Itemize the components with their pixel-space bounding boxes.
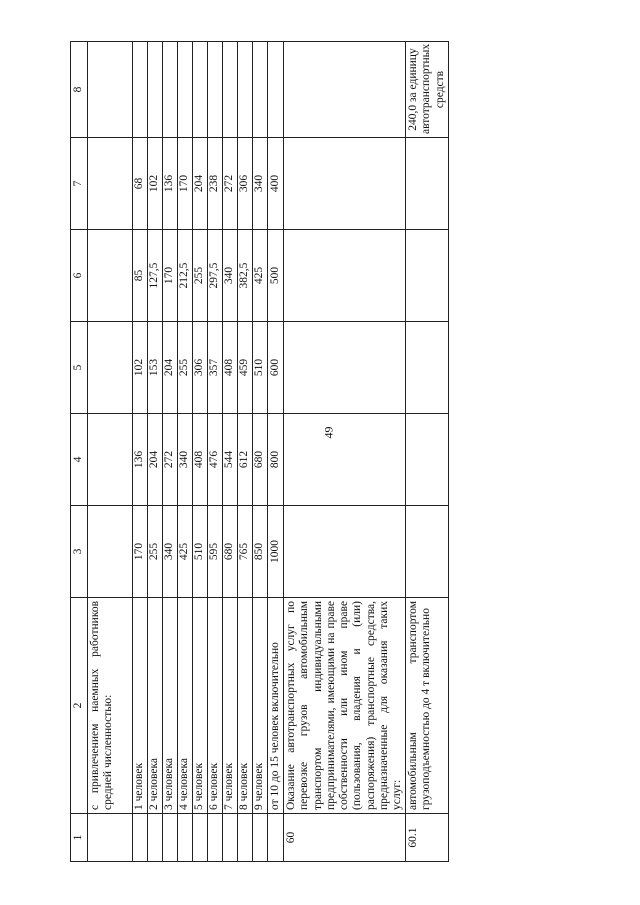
column-header-row [71, 42, 88, 862]
block-heading: с привлечением наемных работников средней численностью: [88, 598, 133, 814]
empty-cell [208, 814, 223, 862]
empty-cell [406, 230, 449, 322]
empty-cell [223, 814, 238, 862]
value-cell: 680 [253, 414, 268, 506]
row-label: 6 человек [208, 598, 223, 814]
col-header-2: 2 [71, 598, 88, 814]
block-heading-row [88, 42, 133, 862]
value-cell: 510 [253, 322, 268, 414]
table-row [193, 42, 208, 862]
table-row [268, 42, 284, 862]
value-cell: 850 [253, 506, 268, 598]
value-cell: 340 [178, 414, 193, 506]
empty-cell [148, 42, 163, 138]
value-cell: 136 [163, 138, 178, 230]
value-cell: 595 [208, 506, 223, 598]
empty-cell [133, 42, 148, 138]
col-header-6: 6 [71, 230, 88, 322]
value-cell: 212,5 [178, 230, 193, 322]
table-row [163, 42, 178, 862]
value-cell: 340 [253, 138, 268, 230]
empty-cell [238, 42, 253, 138]
empty-cell [193, 814, 208, 862]
empty-cell [163, 814, 178, 862]
rate-cell: 240,0 за единицу автотранспортных средств [406, 42, 449, 138]
value-cell: 500 [268, 230, 284, 322]
value-cell: 306 [238, 138, 253, 230]
empty-cell [284, 414, 406, 506]
empty-cell [284, 322, 406, 414]
value-cell: 170 [178, 138, 193, 230]
table-row [223, 42, 238, 862]
value-cell: 382,5 [238, 230, 253, 322]
empty-cell [253, 42, 268, 138]
empty-cell [88, 138, 133, 230]
value-cell: 272 [163, 414, 178, 506]
value-cell: 255 [148, 506, 163, 598]
row-label: 7 человек [223, 598, 238, 814]
value-cell: 459 [238, 322, 253, 414]
value-cell: 340 [223, 230, 238, 322]
value-cell: 800 [268, 414, 284, 506]
value-cell: 102 [133, 322, 148, 414]
value-cell: 204 [148, 414, 163, 506]
empty-cell [284, 230, 406, 322]
empty-cell [148, 814, 163, 862]
value-cell: 85 [133, 230, 148, 322]
value-cell: 476 [208, 414, 223, 506]
empty-cell [268, 814, 284, 862]
value-cell: 765 [238, 506, 253, 598]
value-cell: 306 [193, 322, 208, 414]
empty-cell [88, 414, 133, 506]
col-header-4: 4 [71, 414, 88, 506]
empty-cell [284, 138, 406, 230]
value-cell: 425 [253, 230, 268, 322]
empty-cell [406, 322, 449, 414]
row-label: 2 человека [148, 598, 163, 814]
empty-cell [178, 42, 193, 138]
value-cell: 612 [238, 414, 253, 506]
col-header-7: 7 [71, 138, 88, 230]
row-description: Оказание автотранспортных услуг по перевозке грузов автомобильным транспортом индивидуальными предпринимателями, имеющими на праве собственности или ином праве (пользования, владения и (или) распоряжения) транспортные средства, предназначенные для оказания таких услуг: [284, 598, 406, 814]
empty-cell [284, 42, 406, 138]
empty-cell [193, 42, 208, 138]
value-cell: 102 [148, 138, 163, 230]
value-cell: 238 [208, 138, 223, 230]
value-cell: 204 [163, 322, 178, 414]
empty-cell [88, 230, 133, 322]
value-cell: 510 [193, 506, 208, 598]
empty-cell [133, 814, 148, 862]
table-row-60-1 [406, 42, 449, 862]
value-cell: 297,5 [208, 230, 223, 322]
table-row [208, 42, 223, 862]
table-row [148, 42, 163, 862]
empty-cell [178, 814, 193, 862]
row-number: 60 [284, 814, 406, 862]
value-cell: 425 [178, 506, 193, 598]
tariff-table [70, 41, 449, 862]
table-row [253, 42, 268, 862]
rotated-table-wrapper [70, 42, 570, 862]
empty-cell [88, 506, 133, 598]
empty-cell [406, 138, 449, 230]
value-cell: 680 [223, 506, 238, 598]
value-cell: 170 [133, 506, 148, 598]
value-cell: 272 [223, 138, 238, 230]
table-row [178, 42, 193, 862]
empty-cell [88, 322, 133, 414]
row-label: 9 человек [253, 598, 268, 814]
col-header-1: 1 [71, 814, 88, 862]
empty-cell [163, 42, 178, 138]
table-row-60 [284, 42, 406, 862]
page-number: 49 [321, 426, 336, 439]
value-cell: 153 [148, 322, 163, 414]
empty-cell [253, 814, 268, 862]
empty-cell [208, 42, 223, 138]
table-row [133, 42, 148, 862]
value-cell: 400 [268, 138, 284, 230]
empty-cell [406, 506, 449, 598]
table-row [238, 42, 253, 862]
empty-cell [238, 814, 253, 862]
value-cell: 255 [178, 322, 193, 414]
empty-cell [88, 814, 133, 862]
value-cell: 357 [208, 322, 223, 414]
empty-cell [406, 414, 449, 506]
empty-cell [268, 42, 284, 138]
value-cell: 544 [223, 414, 238, 506]
col-header-3: 3 [71, 506, 88, 598]
empty-cell [88, 42, 133, 138]
row-label: 1 человек [133, 598, 148, 814]
value-cell: 340 [163, 506, 178, 598]
value-cell: 68 [133, 138, 148, 230]
row-description: автомобильным транспортом грузоподъемностью до 4 т включительно [406, 598, 449, 814]
row-label: 8 человек [238, 598, 253, 814]
row-label: 4 человека [178, 598, 193, 814]
value-cell: 170 [163, 230, 178, 322]
empty-cell [223, 42, 238, 138]
row-number: 60.1 [406, 814, 449, 862]
value-cell: 408 [223, 322, 238, 414]
value-cell: 1000 [268, 506, 284, 598]
value-cell: 136 [133, 414, 148, 506]
col-header-5: 5 [71, 322, 88, 414]
col-header-8: 8 [71, 42, 88, 138]
value-cell: 204 [193, 138, 208, 230]
empty-cell [284, 506, 406, 598]
value-cell: 127,5 [148, 230, 163, 322]
value-cell: 255 [193, 230, 208, 322]
row-label: от 10 до 15 человек включительно [268, 598, 284, 814]
row-label: 3 человека [163, 598, 178, 814]
value-cell: 408 [193, 414, 208, 506]
value-cell: 600 [268, 322, 284, 414]
row-label: 5 человек [193, 598, 208, 814]
